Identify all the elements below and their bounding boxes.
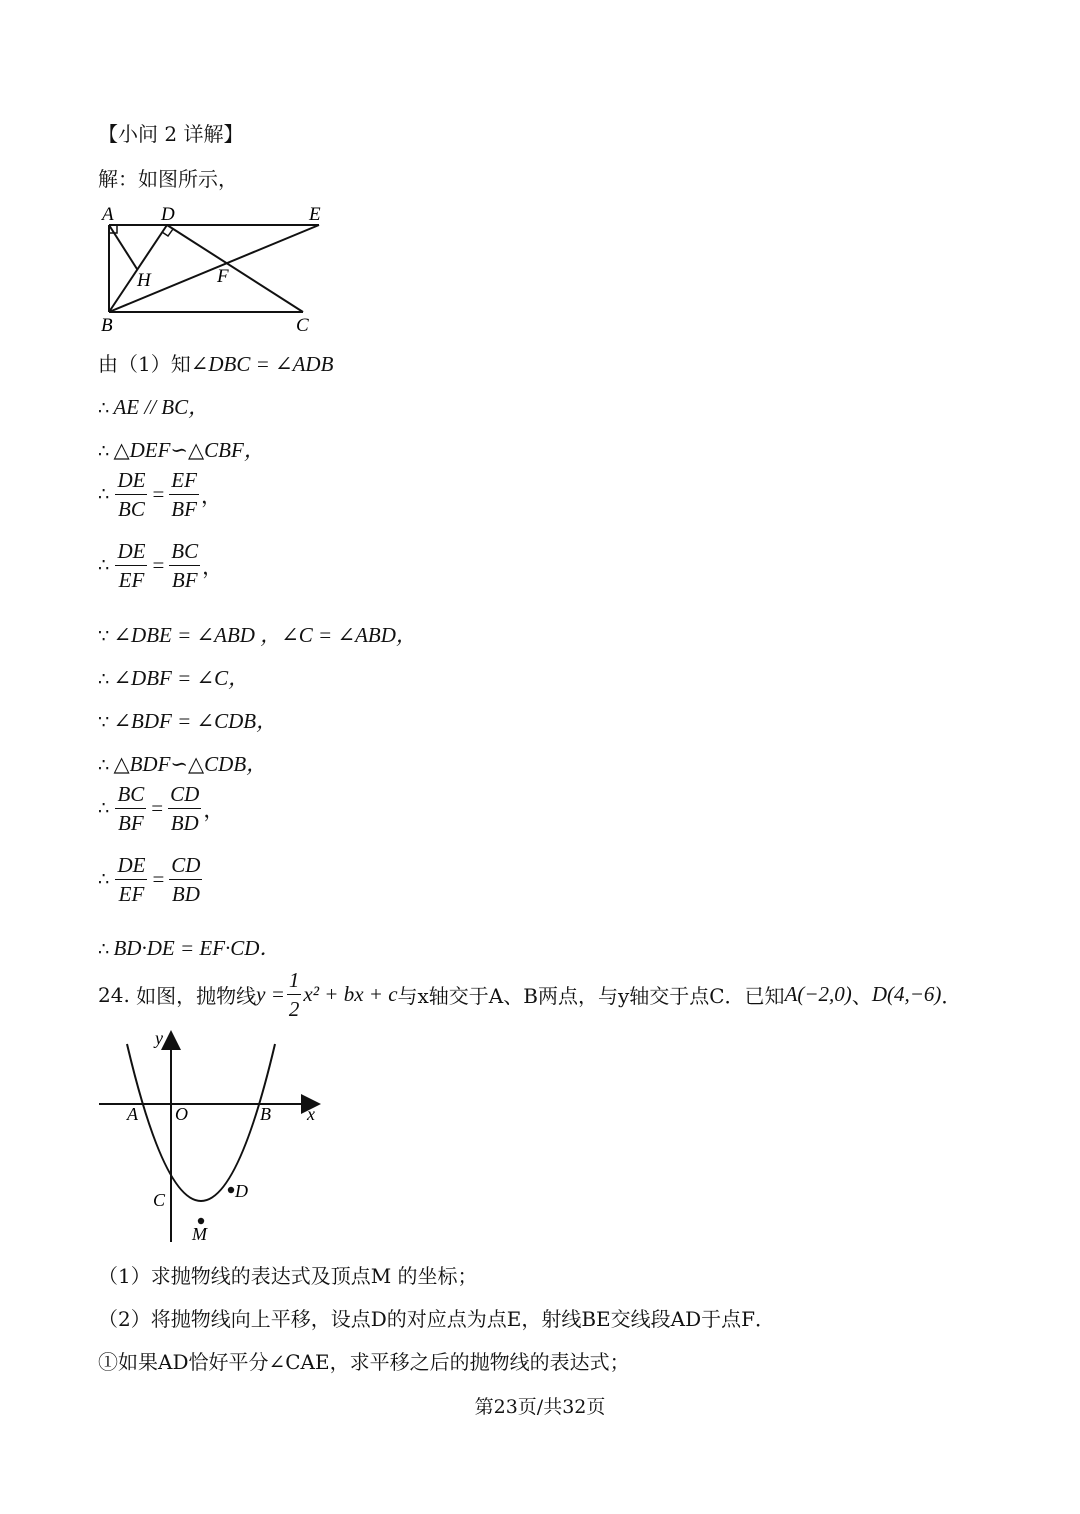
fraction: $\frac{DE}{EF}$ (117, 539, 146, 592)
fraction: $\frac{BC}{BF}$ (117, 782, 145, 835)
label-F: F (217, 266, 229, 287)
proof-line-12: ∴ BD·DE = EF·CD． (98, 936, 281, 960)
page-footer: 第23页/共32页 (474, 1396, 606, 1418)
label-A: A (102, 204, 114, 225)
proof-line-6: ∵ ∠DBE = ∠ABD ，∠C = ∠ABD， (98, 623, 417, 647)
label-H: H (137, 270, 151, 291)
proof-line-3: ∴ △DEF∽△CBF， (98, 438, 265, 462)
point-D (228, 1187, 234, 1193)
fraction: $\frac{DE}{EF}$ (117, 853, 146, 906)
fraction: $\frac{DE}{BC}$ (117, 468, 146, 521)
question-part-2-1: ①如果AD恰好平分∠CAE，求平移之后的抛物线的表达式； (98, 1350, 630, 1374)
fraction: $\frac{BC}{BF}$ (171, 539, 199, 592)
proof-line-5: ∴ $\frac{DE}{EF}$ = $\frac{BC}{BF}$ ， (98, 539, 224, 592)
proof-line-7: ∴ ∠DBF = ∠C， (98, 666, 250, 690)
proof-line-9: ∴ △BDF∽△CDB， (98, 752, 268, 776)
fraction: $\frac{EF}{BF}$ (171, 468, 197, 521)
proof-line-10: ∴ $\frac{BC}{BF}$ = $\frac{CD}{BD}$ ， (98, 782, 225, 835)
label-M: M (192, 1224, 207, 1244)
segment-BE (109, 225, 319, 312)
proof-line-1: 由（1）知∠DBC = ∠ADB (98, 352, 334, 376)
intro-text: 解：如图所示， (98, 167, 238, 191)
label-x: x (307, 1104, 315, 1124)
fraction: $\frac{1}{2}$ (288, 968, 300, 1021)
label-D: D (161, 204, 175, 225)
fraction: $\frac{CD}{BD}$ (170, 782, 200, 835)
section-heading: 【小问 2 详解】 (98, 122, 244, 146)
label-E: E (309, 204, 321, 225)
segment-DC (167, 225, 303, 312)
label-O: O (175, 1104, 188, 1124)
question-24: 24. 如图，抛物线 y = $\frac{1}{2}$ x² + bx + c 与x轴交于A、B两点，与y轴交于点C．已知 A(−2,0) 、 D(4,−6) ． (98, 968, 962, 1021)
proof-line-11: ∴ $\frac{DE}{EF}$ = $\frac{CD}{BD}$ (98, 853, 201, 906)
proof-line-2: ∴ AE // BC， (98, 395, 210, 419)
question-part-2: （2）将抛物线向上平移，设点D的对应点为点E，射线BE交线段AD于点F． (98, 1307, 776, 1331)
parabola-figure (95, 1028, 335, 1250)
geometry-figure (95, 200, 335, 340)
question-part-1: （1）求抛物线的表达式及顶点M 的坐标； (98, 1264, 478, 1288)
parabola-curve (127, 1044, 275, 1201)
proof-line-4: ∴ $\frac{DE}{BC}$ = $\frac{EF}{BF}$ ， (98, 468, 222, 521)
fraction: $\frac{CD}{BD}$ (171, 853, 201, 906)
label-B: B (101, 315, 113, 336)
segment-AH (109, 225, 137, 269)
proof-line-8: ∵ ∠BDF = ∠CDB， (98, 709, 278, 733)
label-C: C (153, 1190, 166, 1210)
label-D: D (235, 1181, 248, 1201)
label-B: B (260, 1104, 271, 1124)
label-C: C (296, 315, 309, 336)
label-y: y (155, 1028, 163, 1048)
label-A: A (127, 1104, 138, 1124)
